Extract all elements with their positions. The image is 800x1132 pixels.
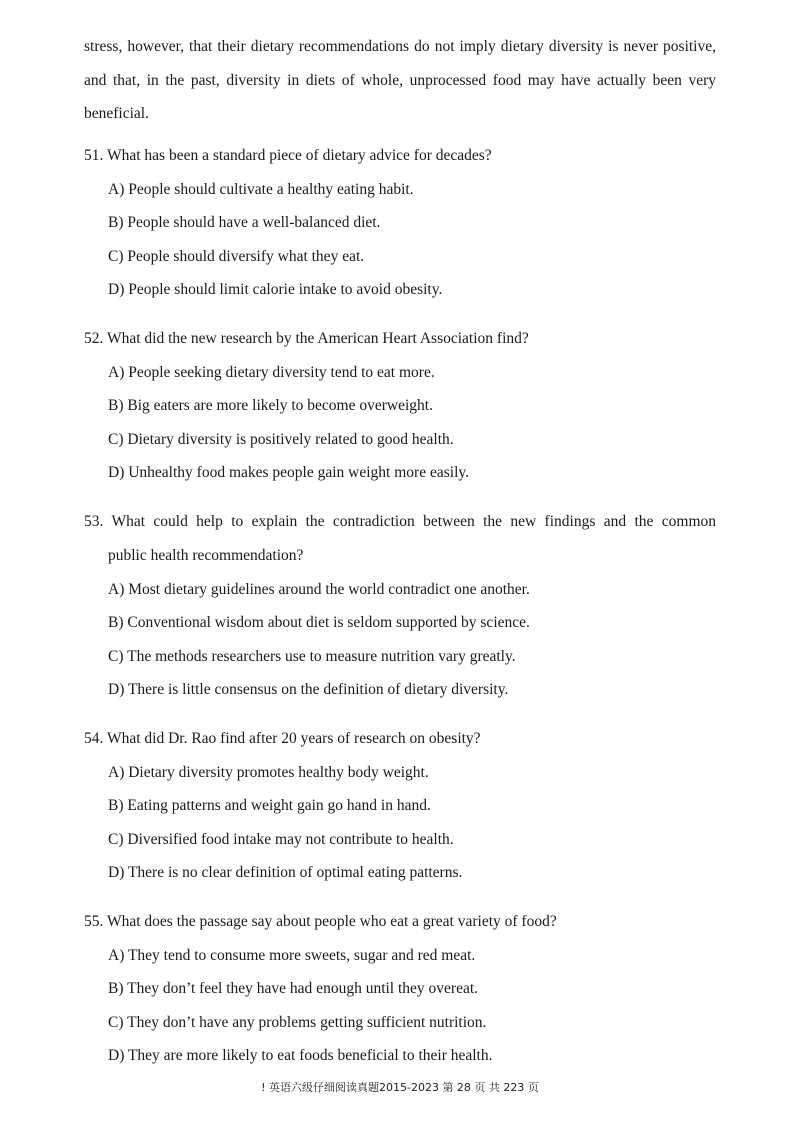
page-footer: ! 英语六级仔细阅读真题2015-2023 第 28 页 共 223 页 [261,1081,539,1094]
question-53-option-d: D) There is little consensus on the definition of dietary diversity. [108,681,509,698]
question-51-option-a: A) People should cultivate a healthy eating habit. [108,181,414,198]
question-51-option-d: D) People should limit calorie intake to avoid obesity. [108,281,443,298]
question-53-stem-continued: public health recommendation? [108,547,304,564]
question-51-option-c: C) People should diversify what they eat. [108,248,365,265]
question-52-option-a: A) People seeking dietary diversity tend to eat more. [108,364,435,381]
question-53-option-b: B) Conventional wisdom about diet is seldom supported by science. [108,614,530,631]
question-55-option-b: B) They don’t feel they have had enough until they overeat. [108,980,479,997]
question-55-option-d: D) They are more likely to eat foods beneficial to their health. [108,1047,493,1064]
intro-paragraph: stress, however, that their dietary recommendations do not imply dietary diversity is never positive, and that, in the past, diversity in diets of whole, unprocessed food may have actually been very beneficial. [84,38,716,122]
question-55-stem: 55. What does the passage say about people who eat a great variety of food? [84,913,557,930]
question-53-option-a: A) Most dietary guidelines around the world contradict one another. [108,581,530,598]
question-52-stem: 52. What did the new research by the American Heart Association find? [84,330,529,347]
question-51-stem: 51. What has been a standard piece of dietary advice for decades? [84,147,492,164]
question-54-stem: 54. What did Dr. Rao find after 20 years of research on obesity? [84,730,481,747]
question-55-option-a: A) They tend to consume more sweets, sugar and red meat. [108,947,476,964]
question-54-option-b: B) Eating patterns and weight gain go hand in hand. [108,797,431,814]
question-52-option-d: D) Unhealthy food makes people gain weight more easily. [108,464,469,481]
question-52-option-b: B) Big eaters are more likely to become overweight. [108,397,433,414]
question-54-option-a: A) Dietary diversity promotes healthy body weight. [108,764,429,781]
question-53-stem: 53. What could help to explain the contradiction between the new findings and the common [84,513,716,530]
question-51-option-b: B) People should have a well-balanced diet. [108,214,381,231]
question-55-option-c: C) They don’t have any problems getting sufficient nutrition. [108,1014,487,1031]
question-54-option-c: C) Diversified food intake may not contribute to health. [108,831,454,848]
question-52-option-c: C) Dietary diversity is positively related to good health. [108,431,454,448]
question-54-option-d: D) There is no clear definition of optimal eating patterns. [108,864,463,881]
question-53-option-c: C) The methods researchers use to measure nutrition vary greatly. [108,648,516,665]
